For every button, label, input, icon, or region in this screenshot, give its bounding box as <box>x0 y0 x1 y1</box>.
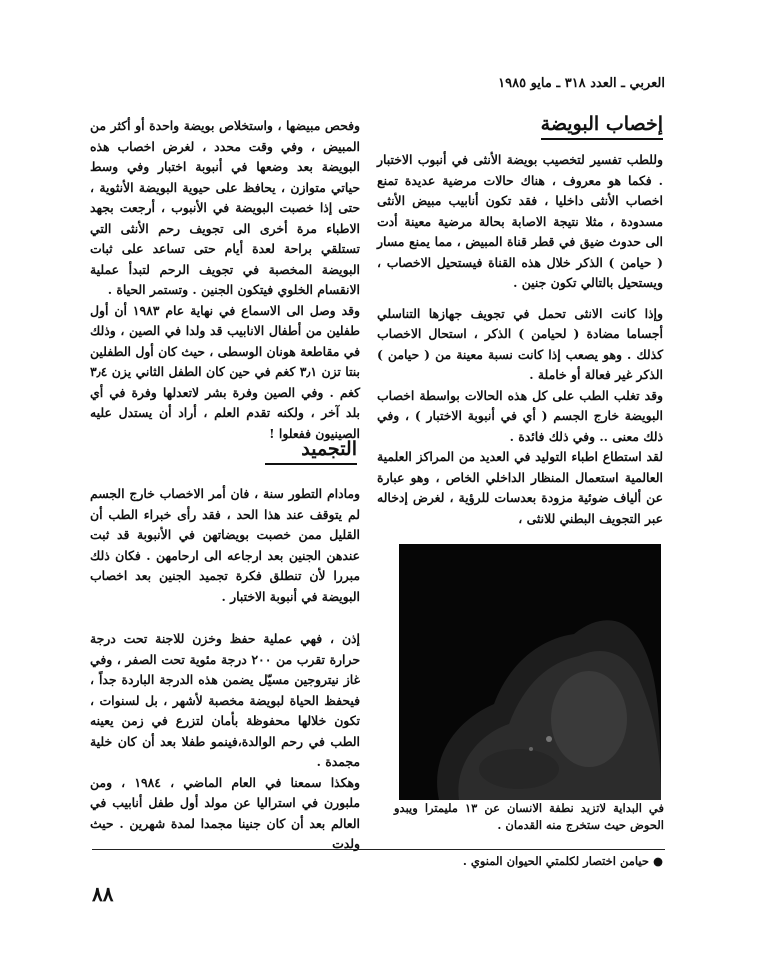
paragraph: وقد وصل الى الاسماع في نهاية عام ١٩٨٣ أن أول طفلين من أطفال الانابيب قد ولدا في الصين ، وذلك في مقاطعة هونان الوسطى ، حيث كان أول الطفلين بنتا تزن ٣٫١ كغم في حين كان الطفل الثاني يزن ٣٫٤ كغم . وفي الصين وفرة بشر لاتعدلها وفرة في أي بلد آخر ، ولكنه تقدم العلم ، أراد أن يستدل عليه الصينيون ففعلوا ! <box>90 302 360 441</box>
paragraph: وإذا كانت الانثى تحمل في تجويف جهازها التناسلي أجساما مضادة ( لحيامن ) الذكر ، استحال الاخصاب كذلك . وهو يصعب إذا كانت نسبة معينة من ( حيامن ) الذكر غير فعالة أو خاملة . <box>377 305 663 382</box>
photo-caption: في البداية لاتزيد نطفة الانسان عن ١٣ مليمترا ويبدو الحوض حيث ستخرج منه القدمان . <box>394 801 665 832</box>
footnote-divider <box>92 849 665 850</box>
paragraph: وهكذا سمعنا في العام الماضي ، ١٩٨٤ ، ومن ملبورن في استراليا عن مولد أول طفل أنابيب في العالم بعد أن كان جنينا مجمدا لمدة شهرين . حيث ولدت <box>90 774 360 851</box>
paragraph: لقد استطاع اطباء التوليد في العديد من المراكز العلمية العالمية استعمال المنظار الداخلي الخاص ، وهو عبارة عن ألياف ضوئية مزودة بعدسات للرؤية ، لغرض إدخاله عبر التجويف البطني للانثى ، <box>377 449 663 526</box>
paragraph: وللطب تفسير لتخصيب بويضة الأنثى في أنبوب الاختبار . فكما هو معروف ، هناك حالات مرضية عديدة تمنع اخصاب الأنثى داخليا ، فقد تكون أنابيب مبيض الأنثى مسدودة ، مثلا نتيجة الاصابة بحالة مرضية معينة أدت الى حدوث ضيق في قطر قناة المبيض ، مما يمنع مسار ( حيامن ) الذكر خلال هذه القناة فيستحيل الاخصاب ، ويستحيل بالتالي تكون جنين . <box>377 152 663 290</box>
footnote: ● حيامن اختصار لكلمتي الحيوان المنوي . <box>462 854 663 868</box>
paragraph: ومادام التطور سنة ، فان أمر الاخصاب خارج الجسم لم يتوقف عند هذا الحد ، فقد رأى خبراء الطب أن القليل ممن خصبت بويضاتهن في الأنبوبة قد ثبت عندهن الجنين بعد ارجاعه الى ارحامهن . فكان ذلك مبررا لأن تنطلق فكرة تجميد الجنين بعد اخصاب البويضة في أنبوبة الاختبار . <box>90 486 360 604</box>
right-column <box>377 150 663 529</box>
running-header: العربي ـ العدد ٣١٨ ـ مايو ١٩٨٥ <box>498 76 665 91</box>
paragraph: إذن ، فهي عملية حفظ وخزن للاجنة تحت درجة حرارة تقرب من ٢٠٠ درجة مئوية تحت الصفر ، وفي غاز نيتروجين مسيّل يضمن هذه الدرجة الباردة جداً ، فيحفظ الحياة لبويضة مخصبة لأشهر ، بل لسنوات ، تكون خلالها محفوظة بأمان لتزرع في زمن يعينه الطب في رحم الوالدة،فينمو طفلا بعد أن كان خلية مجمدة . <box>90 631 360 769</box>
paragraph: وقد تغلب الطب على كل هذه الحالات بواسطة اخصاب البويضة خارج الجسم ( أي في أنبوبة الاختبار ) ، وفي ذلك معنى .. وفي ذلك فائدة . <box>377 387 663 444</box>
paragraph: وفحص مبيضها ، واستخلاص بويضة واحدة أو أكثر من المبيض ، وفي وقت محدد ، لغرض اخصاب هذه البويضة بعد وضعها في أنبوبة اختبار وفي وسط حياتي متوازن ، يحافظ على حيوية البويضة الأنثوية ، حتى إذا خصبت البويضة في الأنبوب ، أرجعت بجهد الاطباء مرة أخرى الى تجويف رحم الأنثى التي تستلقي براحة لعدة أيام حتى تساعد على ثبات البويضة المخصبة في تجويف الرحم لتبدأ عملية الانقسام الخلوي فيتكون الجنين . وتستمر الحياة . <box>90 118 360 297</box>
left-column-bottom <box>90 484 360 855</box>
page-number: ٨٨ <box>92 882 114 906</box>
embryo-photo-image <box>399 544 661 800</box>
embryo-photo <box>399 544 661 800</box>
left-column-top <box>90 116 360 444</box>
section-title-fertilization: إخصاب البويضة <box>541 113 663 140</box>
section-title-freezing: التجميد <box>265 438 357 465</box>
